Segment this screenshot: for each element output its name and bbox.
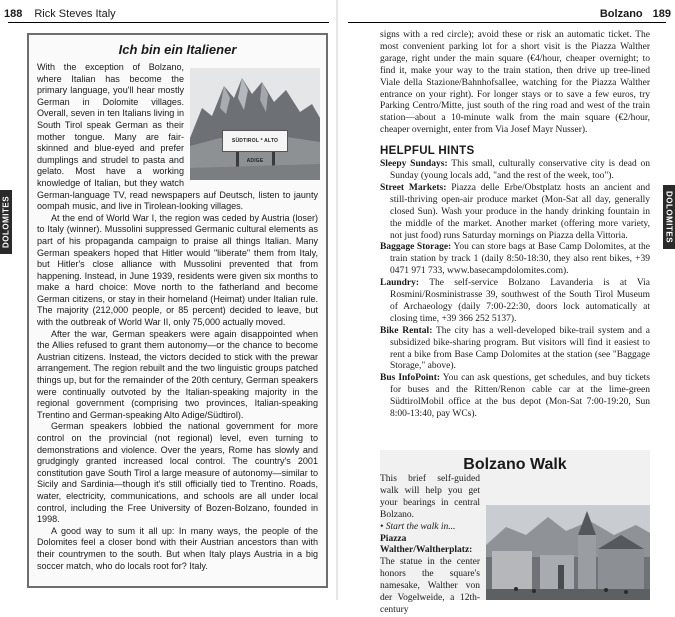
hint-item: [380, 278, 650, 326]
right-folio: 189: [652, 8, 671, 20]
sidebar-paragraph-2: At the end of World War I, the region was ceded by Austria (loser) to Italy (winner). Mussolini suppressed Germanic cultural elements as part of his propaganda campaign to praise all things Italian. Many German speakers hoped that Hitler would "liberate" them from Italy, but Hitler's close alliance with Mussolini prevented that from happening. Instead, in June 1939, residents were given six months to make a hard choice: Move north to the fatherland and become German citizens, or stay in their homeland (Heimat) under Italian rule. The majority (212,000 people, or 85 percent) decided to leave, but with the outbreak of World War II, only 75,000 actually moved.: [37, 212, 318, 328]
sidebar-paragraph-1: [37, 62, 318, 213]
hint-item: [380, 183, 650, 243]
walk-title: Bolzano Walk: [463, 456, 567, 473]
sidebar-title: Ich bin ein Italiener: [118, 42, 237, 57]
sidebar-box: [27, 33, 328, 588]
hint-item: [380, 373, 650, 421]
sidebar-paragraph-5: A good way to sum it all up: In many ways, the people of the Dolomites feel a closer bond with their Austrian ancestors than with their countrymen to the south. But when Italy plays Austria in a big soccer match, who do locals root for? Italy.: [37, 525, 318, 571]
left-folio: 188: [4, 8, 23, 20]
right-page: [338, 0, 675, 615]
helpful-hints-heading: HELPFUL HINTS: [380, 145, 475, 158]
left-side-tab: DOLOMITES: [0, 190, 12, 254]
hint-text: Piazza delle Erbe/Obstplatz hosts an ancient and still-thriving open-air produce market (Mon-Sat all day, generally closed Sun). Wash your produce in the handy drinking fountain in the middle of the market. Another market (offering more variety, not just food) runs Saturday mornings on Piazza della Vittoria.: [390, 182, 650, 241]
right-running-head: [338, 4, 675, 24]
piazza-walther-photo: [486, 505, 650, 600]
hint-label: Baggage Storage:: [380, 242, 452, 253]
hint-text: You can store bags at Base Camp Dolomites, at the train station by track 1 (daily 8:50-18:30, they also rent bikes, +39 0471 971 733, www.basecampdolomites.com).: [390, 242, 650, 277]
walk-stop-text: The statue in the center honors the square's namesake, Walther von der Vogelweide, a 12th-century: [380, 557, 480, 615]
hint-text: The city has a well-developed bike-trail system and a subsidized bike-sharing program. But visitors will find it easiest to rent a bike from Base Camp Dolomites at the station (see "Baggage Storage," above).: [390, 325, 650, 372]
right-side-tab: DOLOMITES: [663, 185, 675, 249]
hint-text: This small, culturally conservative city is dead on Sunday (young locals add, "and the rest of the week, too").: [390, 159, 650, 181]
sidebar-paragraph-3: After the war, German speakers were again disappointed when the Allies refused to grant them autonomy—or the chance to become Austrian citizens. Instead, the victors decided to stick with the prewar arrangement. The region rebuilt and the two linguistic groups patched things up, but for the remainder of the 20th century, German speakers were continually outvoted by the Italian-speaking majority in the regional government (comprising two provinces, Italian-speaking Trentino and German-speaking Alto Adige/Südtirol).: [37, 328, 318, 420]
hint-label: Laundry:: [380, 278, 420, 289]
walk-step: • Start the walk in...: [380, 521, 456, 532]
walk-intro: This brief self-guided walk will help you get your bearings in central Bolzano.: [380, 474, 480, 520]
hint-text: You can ask questions, get schedules, and buy tickets for buses and the Ritten/Renon cable car at the lime-green SüdtirolMobil office at the bus depot (Mon-Sat 7:00-19:20, Sun 8:00-13:40, pay WCs).: [390, 373, 650, 420]
sidebar-paragraph-4: German speakers lobbied the national government for more control on the provincial (not regional) level, even turning to demonstrations and violence. Over the years, Rome has slowly and grudgingly granted increased local control. The country's 2001 constitution gave South Tirol a large measure of autonomy—similar to Sicily and Sardinia—though it's still officially tied to Trentino. Roads, water, electricity, communications, and schools are all under local control, including the Free University of Bozen-Bolzano, founded in 1998.: [37, 421, 318, 525]
walk-stop-name: Piazza Walther/Waltherplatz:: [380, 533, 473, 556]
hint-label: Bus InfoPoint:: [380, 373, 441, 384]
left-header-rule: [8, 22, 329, 23]
hint-label: Bike Rental:: [380, 325, 433, 336]
walk-stop: [380, 534, 480, 617]
piazza-illustration: [486, 505, 650, 600]
right-body: [380, 30, 650, 421]
left-running-title: Rick Steves Italy: [34, 8, 116, 20]
sidebar-paragraph-1-text: With the exception of Bolzano, where Italian has become the primary language, you'll hear mostly German in Dolomite villages. Overall, seven in ten Italians living in South Tirol speak German as their mother tongue. Many are fair-skinned and blue-eyed and prefer dumplings and strudel to pasta and gelato. Most have a working knowledge of Italian, but they watch German-language TV, read newspapers auf Deutsch, listen to jaunty oompah music, and live in Tirolean-looking villages.: [37, 62, 318, 212]
right-header-rule: [348, 22, 666, 23]
south-tirol-sign-photo: [190, 68, 320, 180]
hint-item: [380, 242, 650, 278]
bolzano-walk-section: [380, 450, 650, 615]
hint-text: The self-service Bolzano Lavanderia is at Via Rosmini/Rosministrasse 39, southwest of the South Tirol Museum of Archaeology (daily 7:00-22:30, doors lock automatically at closing time, +39 366 252 5137).: [390, 278, 650, 324]
right-running-title: Bolzano: [599, 8, 643, 20]
hint-item: [380, 159, 650, 183]
hint-label: Sleepy Sundays:: [380, 159, 448, 170]
walk-text: [380, 474, 480, 617]
parking-paragraph: signs with a red circle); avoid these or risk an automatic ticket. The most convenient parking lot for a short visit is the Piazza Walther garage, right under the main square (€4/hour, cheaper overnight; to find it, make your way to the train station, then drive up tree-lined Viale della Stazione/Bahnhofsallee, watching for the Piazza Walther entrance on your right). For longer stays or to save a few euros, try Parking Centro/Mitte, just south of the ring road and west of the train station—about a 10-minute walk from the main square (€2/hour, cheaper overnight, enter from Via Josef Mayr Nusser).: [380, 30, 650, 136]
hint-label: Street Markets:: [380, 182, 447, 193]
hint-item: [380, 326, 650, 374]
left-running-head: [0, 4, 337, 24]
left-page: [0, 0, 337, 600]
south-tirol-sign: SÜDTIROL * ALTO ADIGE: [222, 130, 288, 152]
